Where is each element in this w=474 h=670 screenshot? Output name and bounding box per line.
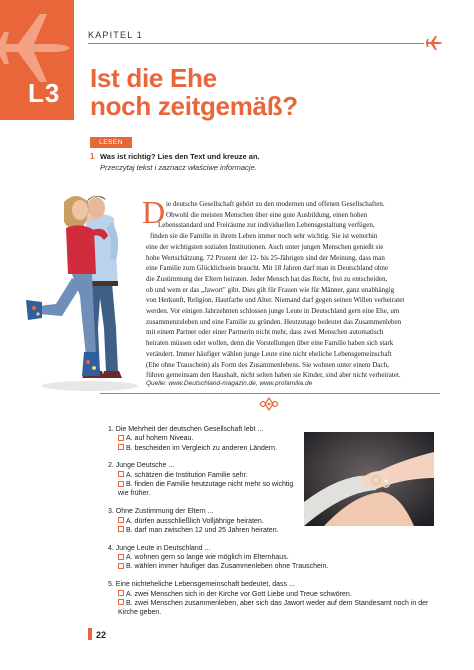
article-line: von Herkunft, Religion, Hautfarbe und Alter. Niemand darf gegen seinen Willen verheiratet (146, 296, 405, 305)
section-badge: LESEN (90, 137, 132, 148)
drop-cap: D (142, 194, 166, 230)
lesson-badge (0, 0, 74, 120)
article-line: die Zustimmung der Eltern heiraten. Jeder Mensch hat das Recht, frei zu entscheiden, (146, 274, 388, 283)
question-item (108, 544, 329, 572)
answer-option[interactable] (108, 590, 438, 599)
answer-text: A. dürfen ausschließlich Volljährige heiraten. (126, 517, 264, 525)
checkbox[interactable] (118, 444, 124, 450)
page-number-marker (88, 628, 92, 640)
decorative-ornament-icon (258, 396, 280, 412)
question-stem: 5. Eine nichteheliche Lebensgemeinschaft bedeutet, dass ... (108, 581, 295, 589)
answer-option[interactable] (108, 444, 298, 453)
question-item (108, 425, 298, 453)
chapter-label: KAPITEL 1 (88, 30, 143, 40)
answer-option[interactable] (108, 553, 298, 562)
article-line: finden sie die Familie in ihrem Leben immer noch sehr wichtig. Sie ist weiterhin (150, 232, 378, 241)
answer-text: A. auf hohem Niveau. (126, 435, 194, 443)
task-number: 1 (90, 152, 95, 161)
question-stem: 2. Junge Deutsche ... (108, 462, 175, 470)
title-line-1: Ist die Ehe (90, 63, 217, 93)
article-line: zusammenzuleben und eine Familie zu gründen. Heutzutage bedeutet das Zusammenleben (146, 317, 402, 326)
article-line: ob und wem er das „Jawort" gibt. Dies gilt für Frauen wie für Männer, ganz unabhängig (146, 285, 395, 294)
article-line: Obwohl die meisten Menschen über eine gute Ausbildung, einen hohen (166, 210, 368, 219)
article-line: eine Familie zum Glücklichsein braucht. Mit 18 Jahren darf man in Deutschland ohne (146, 264, 389, 273)
article-line: werden. Vor einigen Jahrzehnten schlossen junge Leute in Deutschland gern eine Ehe, um (146, 307, 400, 316)
question-stem: 3. Ohne Zustimmung der Eltern ... (108, 508, 214, 516)
page-title (90, 64, 450, 120)
question-stem: 4. Junge Leute in Deutschland ... (108, 544, 211, 552)
question-list (108, 425, 429, 626)
page-number: 22 (96, 630, 107, 640)
answer-option[interactable] (108, 434, 298, 443)
article-line: mit einem Partner oder einer Partnerin nicht mehr, dass zwei Menschen automatisch (146, 328, 384, 337)
article-line: ie deutsche Gesellschaft gehört zu den modernen und offenen Gesellschaften. (166, 200, 385, 208)
checkbox[interactable] (118, 517, 124, 523)
answer-text: B. bescheiden im Vergleich zu anderen Ländern. (126, 444, 277, 452)
section-divider (100, 393, 440, 394)
lesson-code: L3 (28, 78, 61, 108)
answer-text: B. darf man zwischen 12 und 25 Jahren heiraten. (126, 526, 279, 534)
article-line: (Ehe ohne Trauschein) als Form des Zusammenlebens. Sie wohnen unter einem Dach, (146, 360, 389, 369)
checkbox[interactable] (118, 599, 124, 605)
answer-text: B. wählen immer häufiger das Zusammenleben ohne Trauschein. (126, 563, 329, 571)
article-line: Lebensstandard und Freiräume zur individuellen Lebensgestaltung verfügen, (158, 221, 375, 230)
answer-text: B. zwei Menschen zusammenleben, aber sich das Jawort weder auf dem Standesamt noch in der Kirche geben. (118, 599, 429, 617)
question-item (108, 461, 298, 498)
article-line: hohe Wertschätzung. 72 Prozent der 12- bis 25-Jährigen sind der Meinung, dass man (146, 253, 385, 262)
answer-option[interactable] (108, 517, 298, 526)
checkbox[interactable] (118, 563, 124, 569)
article-text (88, 199, 440, 381)
checkbox[interactable] (118, 590, 124, 596)
article-line: eine der wichtigsten sozialen Institutionen. Auch unter jungen Menschen genießt sie (146, 242, 384, 251)
checkbox[interactable] (118, 526, 124, 532)
answer-option[interactable] (108, 562, 329, 571)
article-line: heiraten müssen oder wollen, denn die Vorstellungen über eine Familie haben sich stark (146, 339, 394, 348)
answer-option[interactable] (108, 480, 298, 499)
question-item (108, 580, 438, 617)
question-item (108, 507, 298, 535)
wedding-rings-photo (304, 432, 434, 526)
article-line: verändert. Immer häufiger wählen junge Leute eine nicht eheliche Lebensgemeinschaft (146, 349, 392, 358)
answer-text: A. schätzen die Institution Familie sehr. (126, 471, 248, 479)
checkbox[interactable] (118, 481, 124, 487)
answer-option[interactable] (108, 471, 298, 480)
article-source: Quelle: www.Deutschland-magazin.de, www.profamilia.de (146, 380, 313, 387)
question-stem: 1. Die Mehrheit der deutschen Gesellschaft lebt ... (108, 426, 264, 433)
article-line: führen gemeinsam den Haushalt, nicht selten haben sie Kinder, sind aber nicht verheiratet. (146, 371, 401, 380)
title-line-2: noch zeitgemäß? (90, 91, 298, 121)
answer-text: B. finden die Familie heutzutage nicht mehr so wichtig wie früher. (118, 481, 294, 498)
task-instruction: Was ist richtig? Lies den Text und kreuze an. (100, 152, 260, 161)
answer-option[interactable] (108, 599, 438, 618)
checkbox[interactable] (118, 554, 124, 560)
answer-text: A. zwei Menschen sich in der Kirche vor Gott Liebe und Treue schwören. (126, 590, 352, 598)
chapter-divider (88, 43, 424, 44)
airplane-icon (426, 36, 442, 50)
task-instruction-translation: Przeczytaj tekst i zaznacz właściwe informacje. (100, 163, 257, 172)
answer-text: A. wohnen gern so lange wie möglich im Elternhaus. (126, 554, 289, 562)
checkbox[interactable] (118, 435, 124, 441)
checkbox[interactable] (118, 471, 124, 477)
answer-option[interactable] (108, 526, 298, 535)
